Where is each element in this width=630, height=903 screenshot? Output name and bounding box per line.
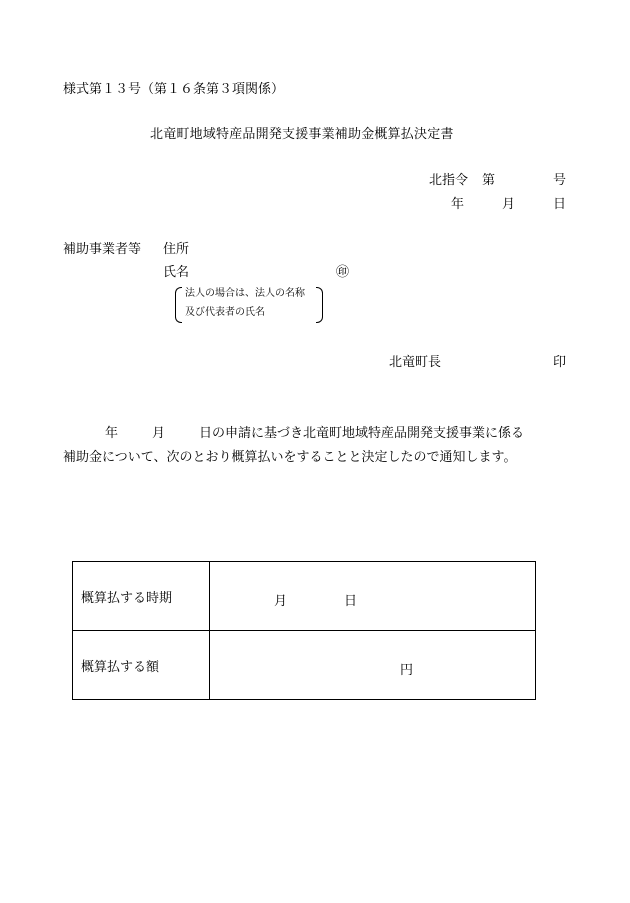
reference-prefix: 北指令 [428,173,468,188]
amount-value-cell [210,631,536,700]
document-title: 北竜町地域特産品開発支援事業補助金概算払決定書 [150,127,454,142]
mayor-seal: 印 [553,355,567,370]
address-label: 住所 [163,242,190,257]
notice-body [63,422,568,470]
mayor-title: 北竜町長 [389,355,442,370]
corporate-note [175,287,323,323]
timing-day: 日 [344,594,358,609]
notice-line1 [63,422,568,446]
reference-day: 日 [552,197,566,212]
left-bracket [175,287,182,323]
reference-block [366,174,566,214]
reference-go: 号 [552,173,566,188]
reference-month: 月 [501,197,515,212]
form-number: 様式第１３号（第１６条第３項関係） [63,82,285,97]
timing-label: 概算払する時期 [73,562,210,631]
reference-year: 年 [450,197,464,212]
amount-unit: 円 [400,663,414,678]
notice-line2: 補助金について、次のとおり概算払いをすることと決定したので通知します。 [63,450,517,465]
corporate-note-line2: 及び代表者の氏名 [185,307,265,318]
reference-date-line [451,198,566,211]
table-row [73,631,536,700]
seal-mark: ㊞ [336,265,350,280]
name-label: 氏名 [163,265,190,280]
amount-label: 概算払する額 [73,631,210,700]
corporate-note-line1: 法人の場合は、法人の名称 [185,288,305,299]
notice-line1-rest: 日の申請に基づき北竜町地域特産品開発支援事業に係る [199,426,525,441]
recipient-label: 補助事業者等 [63,242,142,257]
notice-year: 年 [105,426,119,441]
notice-month: 月 [152,426,166,441]
reference-dai: 第 [481,173,495,188]
timing-value-cell [210,562,536,631]
right-bracket [316,287,323,323]
table-row [73,562,536,631]
reference-number-line [429,174,566,187]
payment-table [72,561,536,700]
timing-month: 月 [274,594,288,609]
